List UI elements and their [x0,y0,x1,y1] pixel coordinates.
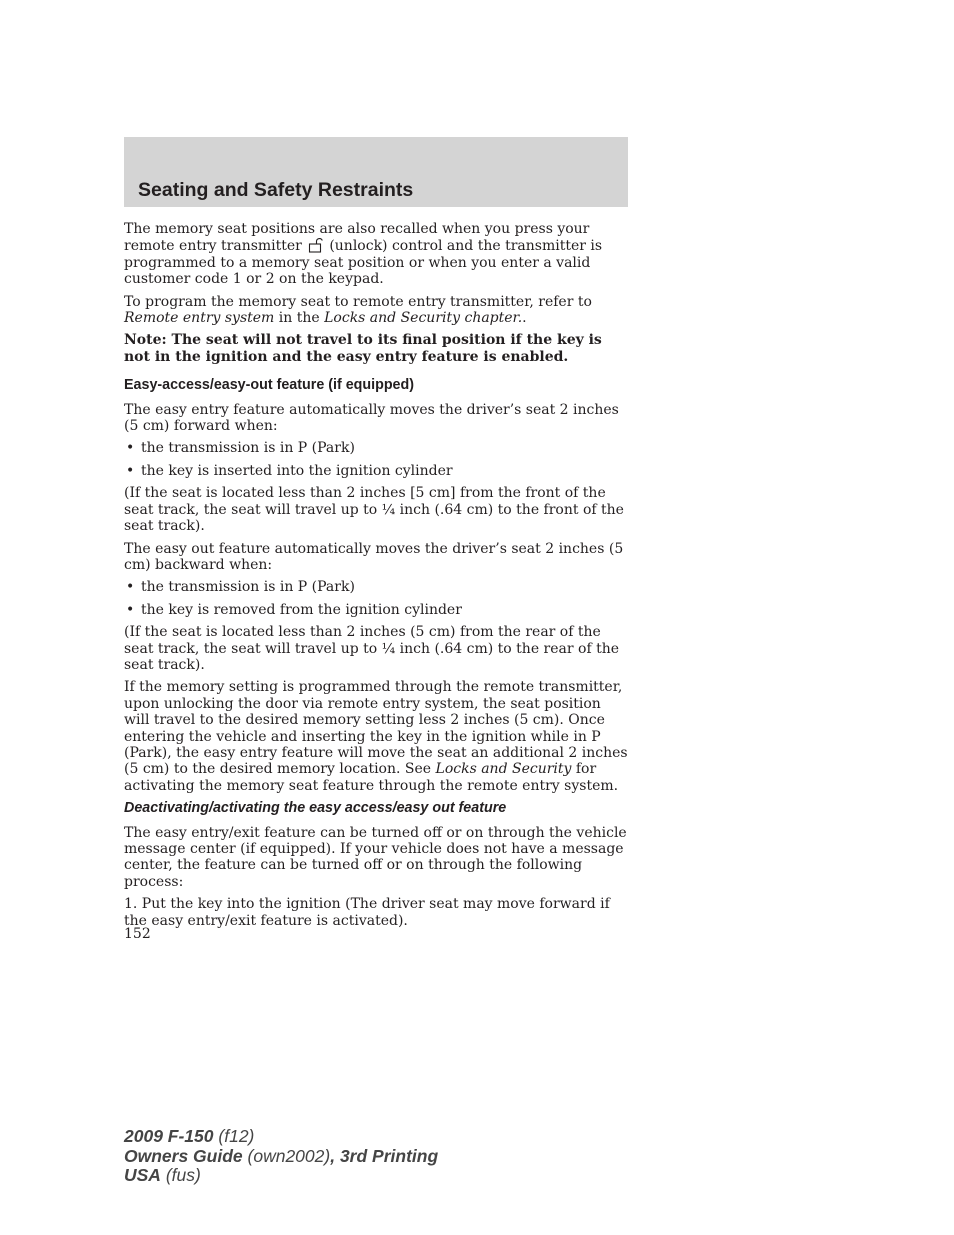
memory-recall-paragraph: The memory seat positions are also recalled when you press your remote entry transmitter (unlock) control and the transmitter is programmed to a memory seat position or when you enter a valid customer code 1 or 2 on the keypad. [124,221,603,288]
remote-entry-system-reference: Remote entry system [124,310,275,327]
step-1: 1. Put the key into the ignition (The driver seat may move forward if the easy entry/exit feature is activated). [124,896,610,929]
deactivate-heading: Deactivating/activating the easy access/easy out feature [124,800,507,817]
program-memory-paragraph: To program the memory seat to remote entry transmitter, refer to Remote entry system in the Locks and Security chapter.. [124,293,592,327]
page-content [124,221,628,935]
easy-out-conditions [124,579,628,618]
easy-access-heading: Easy-access/easy-out feature (if equipped) [124,377,415,394]
locks-security-reference: Locks and Security [435,761,572,778]
easy-entry-conditions [124,440,628,479]
footer-line-3: USA (fus) [124,1165,201,1185]
document-footer [124,1127,438,1186]
section-title: Seating and Safety Restraints [138,179,414,201]
list-item: • the transmission is in P (Park) [124,579,628,595]
footer-line-1: 2009 F-150 (f12) [124,1126,255,1146]
easy-entry-intro: The easy entry feature automatically moves the driver’s seat 2 inches (5 cm) forward when: [124,401,619,435]
seat-travel-note: Note: The seat will not travel to its final position if the key is not in the ignition and the easy entry feature is enabled. [124,332,602,365]
list-item: • the key is removed from the ignition cylinder [124,602,628,618]
memory-setting-paragraph: If the memory setting is programmed through the remote transmitter, upon unlocking the door via remote entry system, the seat position will travel to the desired memory setting less 2 inches (5 cm). Once entering the vehicle and inserting the key in the ignition while in P (Park), the easy entry feature will move the seat an additional 2 inches (5 cm) to the desired memory location. See Locks and Security for activating the memory seat feature through the remote entry system. [124,679,628,794]
easy-out-intro: The easy out feature automatically moves the driver’s seat 2 inches (5 cm) backward when: [124,540,624,573]
page-number: 152 [124,926,151,942]
list-item: • the key is inserted into the ignition cylinder [124,463,628,479]
easy-out-paren-note: (If the seat is located less than 2 inches (5 cm) from the rear of the seat track, the seat will travel up to ¼ inch (.64 cm) to the rear of the seat track). [124,624,620,673]
list-item: • the transmission is in P (Park) [124,440,628,456]
locks-security-chapter-reference: Locks and Security chapter. [324,310,523,327]
easy-entry-paren-note: (If the seat is located less than 2 inches [5 cm] from the front of the seat track, the seat will travel up to ¼ inch (.64 cm) to the front of the seat track). [124,485,624,535]
section-header-band [124,137,628,207]
deactivate-paragraph: The easy entry/exit feature can be turned off or on through the vehicle message center (if equipped). If your vehicle does not have a message center, the feature can be turned off or on through the following process: [124,824,627,890]
footer-line-2: Owners Guide (own2002), 3rd Printing [124,1145,439,1166]
unlock-icon [308,237,323,253]
